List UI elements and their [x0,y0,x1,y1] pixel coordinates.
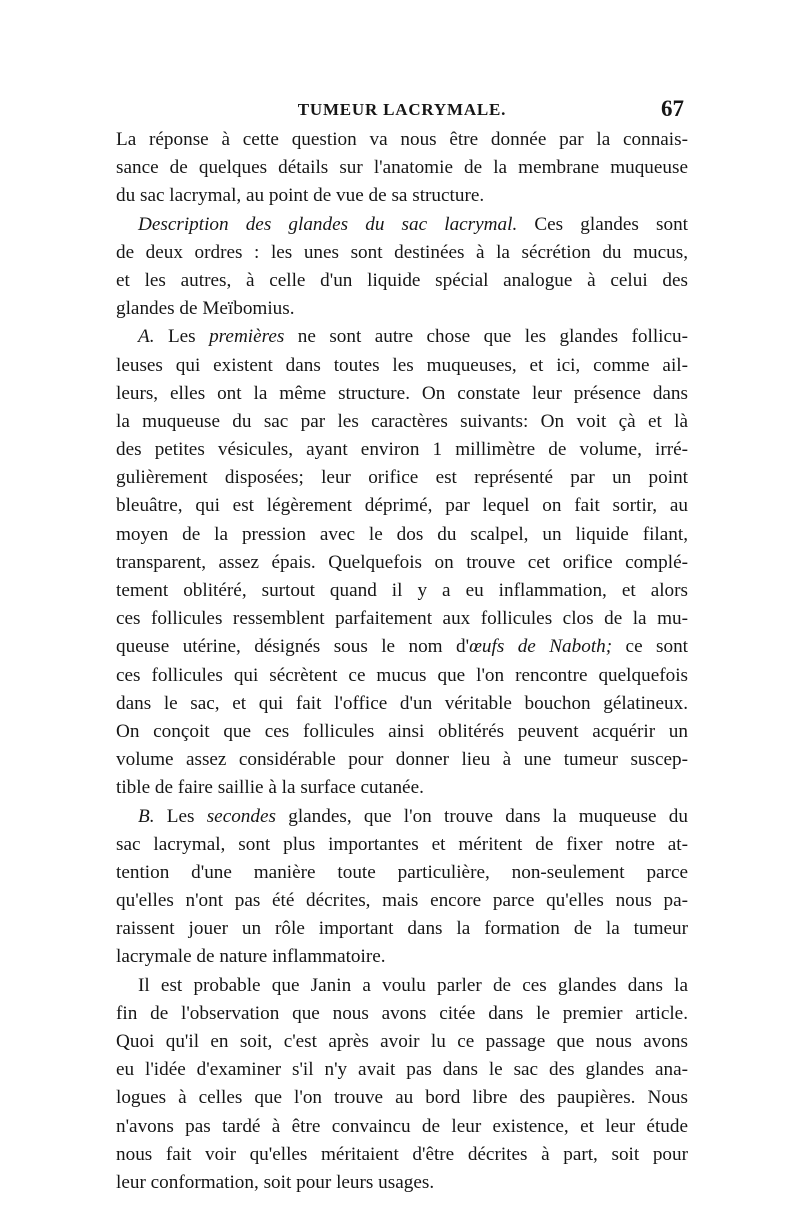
text-line [116,887,688,915]
text-run: logues à celles que l'on trouve au bord libre des paupières. Nous [116,1087,688,1109]
text-run: Quoi qu'il en soit, c'est après avoir lu ce passage que nous avons [116,1031,688,1052]
text-line [116,464,688,492]
text-line [116,774,688,802]
text-run: n'avons pas tardé à être convaincu de leur existence, et leur étude [116,1115,688,1137]
text-run: raissent jouer un rôle important dans la formation de la tumeur [116,918,688,940]
italic-text: secondes [206,805,276,827]
text-line [116,803,688,831]
text-line [116,267,688,295]
text-run: dans le sac, et qui fait l'office d'un véritable bouchon gélatineux. [116,692,688,714]
text-run: du sac lacrymal, au point de vue de sa structure. [116,185,485,207]
text-run: Ces glandes sont [517,213,688,235]
text-line [116,915,688,943]
text-run: moyen de la pression avec le dos du scalpel, un liquide filant, [116,523,688,545]
italic-text: œufs de Naboth; [469,636,613,658]
text-line [116,1028,688,1056]
body-text [116,126,688,1197]
text-run: Les [154,326,210,348]
text-line [116,239,688,267]
text-line [116,690,688,718]
text-line [116,943,688,971]
text-line [116,1113,688,1141]
text-line [116,718,688,746]
text-line [116,295,688,323]
text-run: queuse utérine, désignés sous le nom d' [116,636,470,658]
text-line [116,126,688,154]
text-line [116,972,688,1000]
text-line [116,633,688,661]
text-run: volume assez considérable pour donner lieu à une tumeur suscep- [116,749,688,771]
text-run: ce sont [612,636,688,658]
text-run: gulièrement disposées; leur orifice est représenté par un point [116,467,688,489]
text-run: sance de quelques détails sur l'anatomie de la membrane muqueuse [116,157,688,179]
text-run: sac lacrymal, sont plus importantes et méritent de fixer notre at- [116,833,688,855]
text-line [116,323,688,351]
text-run: Les [154,805,207,827]
text-line [116,831,688,859]
italic-text: Description des glandes du sac lacrymal. [138,213,518,235]
text-run: tible de faire saillie à la surface cutanée. [116,777,424,799]
text-run: qu'elles n'ont pas été décrites, mais encore parce qu'elles nous pa- [116,890,688,912]
text-line [116,1141,688,1169]
text-line [116,352,688,380]
text-run: transparent, assez épais. Quelquefois on trouve cet orifice complé- [116,551,688,573]
text-line [116,492,688,520]
text-run: glandes, que l'on trouve dans la muqueuse du [275,805,688,827]
text-run: nous fait voir qu'elles méritaient d'être décrites à part, soit pour [116,1143,688,1165]
text-run: leurs, elles ont la même structure. On constate leur présence dans [116,382,688,404]
running-head [116,96,688,126]
text-run: de deux ordres : les unes sont destinées à la sécrétion du mucus, [116,241,688,263]
text-line [116,1056,688,1084]
text-run: et les autres, à celle d'un liquide spécial analogue à celui des [116,269,688,291]
italic-text: premières [209,326,285,348]
text-run: ces follicules qui sécrètent ce mucus que l'on rencontre quelquefois [116,664,688,686]
text-line [116,182,688,210]
text-run: On conçoit que ces follicules ainsi oblitérés peuvent acquérir un [116,720,688,742]
running-title: TUMEUR LACRYMALE. [297,100,507,119]
text-run: tention d'une manière toute particulière, non-seulement parce [116,861,688,883]
text-run: bleuâtre, qui est légèrement déprimé, par lequel on fait sortir, au [116,495,688,517]
text-line [116,859,688,887]
text-line [116,549,688,577]
text-run: ne sont autre chose que les glandes follicu- [284,326,688,348]
text-line [116,605,688,633]
text-line [116,662,688,690]
text-run: eu l'idée d'examiner s'il n'y avait pas dans le sac des glandes ana- [116,1059,688,1081]
text-line [116,154,688,182]
italic-text: A. [138,326,155,348]
text-line [116,1084,688,1112]
text-line [116,746,688,774]
text-run: glandes de Meïbomius. [116,298,295,320]
text-line [116,211,688,239]
text-run: fin de l'observation que nous avons citée dans le premier article. [116,1002,688,1024]
text-run: leur conformation, soit pour leurs usages. [116,1171,435,1193]
text-run: ces follicules ressemblent parfaitement aux follicules clos de la mu- [116,608,688,630]
text-run: des petites vésicules, ayant environ 1 millimètre de volume, irré- [116,439,688,461]
italic-text: B. [138,805,155,827]
text-run: lacrymale de nature inflammatoire. [116,946,386,968]
text-line [116,1000,688,1028]
text-line [116,577,688,605]
text-line [116,436,688,464]
page-number: 67 [661,96,684,121]
text-line [116,521,688,549]
text-line [116,1169,688,1197]
text-line [116,408,688,436]
text-line [116,380,688,408]
text-run: Il est probable que Janin a voulu parler de ces glandes dans la [138,974,688,996]
text-run: La réponse à cette question va nous être donnée par la connais- [116,129,688,150]
text-run: tement oblitéré, surtout quand il y a eu inflammation, et alors [116,580,688,601]
text-run: la muqueuse du sac par les caractères suivants: On voit çà et là [116,410,688,432]
text-run: leuses qui existent dans toutes les muqueuses, et ici, comme ail- [116,354,688,376]
